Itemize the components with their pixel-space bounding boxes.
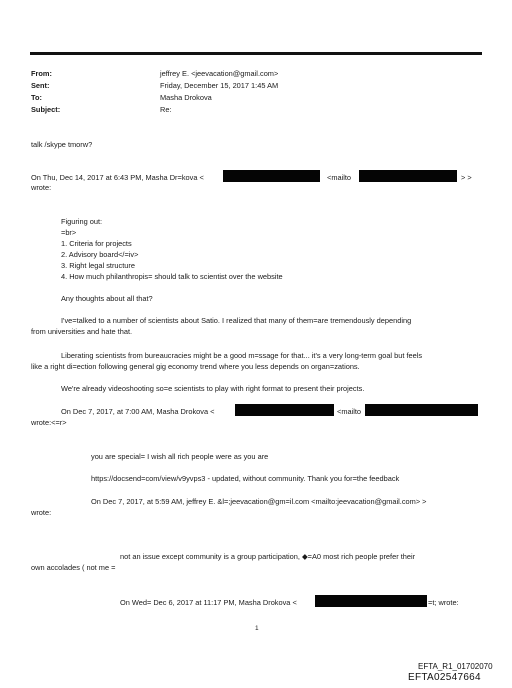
page-number: 1 bbox=[255, 625, 259, 632]
bates-number: EFTA02547664 bbox=[408, 672, 481, 683]
redaction-box bbox=[359, 170, 457, 182]
header-rule bbox=[30, 52, 482, 55]
list-item: 4. How much philanthropis= should talk to scientist over the website bbox=[61, 272, 283, 281]
list-heading: Figuring out: bbox=[61, 217, 103, 226]
quote-wrote: wrote: bbox=[31, 183, 52, 192]
redaction-box bbox=[235, 404, 334, 416]
list-item: 1. Criteria for projects bbox=[61, 239, 132, 248]
paragraph: I've=talked to a number of scientists about Satio. I realized that many of them=are tremendously depending bbox=[61, 316, 412, 325]
subject-label: Subject: bbox=[31, 105, 61, 114]
quote-wrote: wrote: bbox=[31, 508, 52, 517]
paragraph: like a right di=ection following general gig economy trend where you less depends on organ=zations. bbox=[31, 362, 360, 371]
paragraph: https://docsend=com/view/v9yvps3 - updated, without community. Thank you for=the feedback bbox=[91, 474, 400, 483]
quote-header: On Wed= Dec 6, 2017 at 11:17 PM, Masha Drokova < bbox=[120, 598, 297, 607]
list-item: 2. Advisory board</=iv> bbox=[61, 250, 139, 259]
quote-mailto: <mailto bbox=[327, 173, 352, 182]
redaction-box bbox=[365, 404, 478, 416]
list-item: =br> bbox=[61, 228, 77, 237]
paragraph: from universities and hate that. bbox=[31, 327, 133, 336]
quote-header: On Dec 7, 2017, at 5:59 AM, jeffrey E. &l=;jeevacation@gm=il.com <mailto:jeevacation@gmail.com> > bbox=[91, 497, 427, 506]
quote-wrote: wrote:<=r> bbox=[31, 418, 67, 427]
from-value: jeffrey E. <jeevacation@gmail.com> bbox=[160, 69, 279, 78]
paragraph: Liberating scientists from bureaucracies might be a good m=ssage for that... it's a very long-term goal but feels bbox=[61, 351, 423, 360]
quote-mailto: <mailto bbox=[337, 407, 362, 416]
list-item: 3. Right legal structure bbox=[61, 261, 135, 270]
redaction-box bbox=[315, 595, 427, 607]
paragraph: own accolades ( not me = bbox=[31, 563, 116, 572]
sent-label: Sent: bbox=[31, 81, 50, 90]
message-line: talk /skype tmorw? bbox=[31, 140, 93, 149]
paragraph: not an issue except community is a group participation, ◆=A0 most rich people prefer their bbox=[120, 552, 416, 561]
from-label: From: bbox=[31, 69, 52, 78]
quote-wrote: =t; wrote: bbox=[428, 598, 459, 607]
subject-value: Re: bbox=[160, 105, 172, 114]
bates-number: EFTA_R1_01702070 bbox=[418, 662, 493, 671]
paragraph: you are special= I wish all rich people were as you are bbox=[91, 452, 269, 461]
to-label: To: bbox=[31, 93, 42, 102]
paragraph: Any thoughts about all that? bbox=[61, 294, 153, 303]
redaction-box bbox=[223, 170, 320, 182]
quote-close: > > bbox=[461, 173, 472, 182]
sent-value: Friday, December 15, 2017 1:45 AM bbox=[160, 81, 279, 90]
paragraph: We're already videoshooting so=e scientists to play with right format to present their projects. bbox=[61, 384, 365, 393]
to-value: Masha Drokova bbox=[160, 93, 212, 102]
quote-header: On Thu, Dec 14, 2017 at 6:43 PM, Masha Dr=kova < bbox=[31, 173, 204, 182]
quote-header: On Dec 7, 2017, at 7:00 AM, Masha Drokova < bbox=[61, 407, 215, 416]
